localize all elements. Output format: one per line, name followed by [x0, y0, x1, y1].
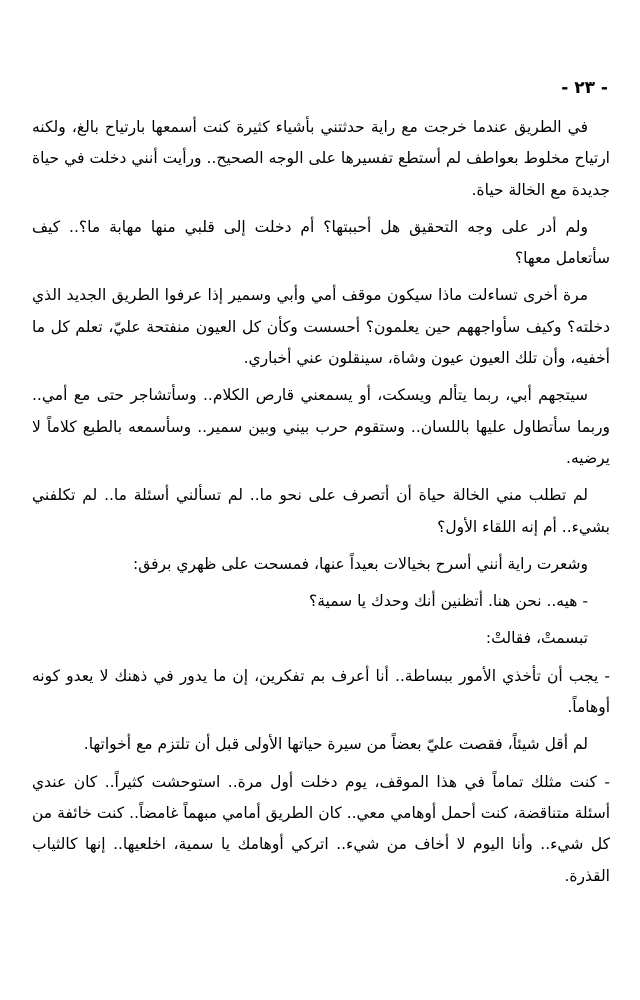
dialog-paragraph: - كنت مثلك تماماً في هذا الموقف، يوم دخلت أول مرة.. استوحشت كثيراً.. كان عندي أسئلة متناقضة، كنت أحمل أوهامي معي.. كان الطريق أمامي مبهماً غامضاً.. كنت خائفة من كل شيء.. وأنا اليوم لا أخاف من شيء.. اتركي أوهامك يا سمية، اخلعيها.. إنها كالثياب القذرة. [32, 772, 610, 885]
paragraph: لم أقل شيئاً، فقصت عليّ بعضاً من سيرة حياتها الأولى قبل أن تلتزم مع أخواتها. [83, 735, 588, 754]
page-body [32, 112, 610, 898]
paragraph: ولم أدر على وجه التحقيق هل أحببتها؟ أم دخلت إلى قلبي منها مهابة ما؟.. كيف سأتعامل معها؟ [32, 217, 610, 268]
paragraph: - هيه.. نحن هنا. أتظنين أنك وحدك يا سمية؟ [309, 592, 588, 611]
page-number: - ٢٣ - [561, 78, 608, 98]
paragraph: تبسمتْ، فقالتْ: [485, 629, 588, 648]
dialog-paragraph: - يجب أن تأخذي الأمور ببساطة.. أنا أعرف بم تفكرين، إن ما يدور في ذهنك لا يعدو كونه أوهاماً. [32, 666, 610, 717]
paragraph: لم تطلب مني الخالة حياة أن أتصرف على نحو ما.. لم تسألني أسئلة ما.. لم تكلفني بشيء.. أم إنه اللقاء الأول؟ [32, 486, 610, 536]
paragraph: وشعرت راية أنني أسرح بخيالات بعيداً عنها، فمسحت على ظهري برفق: [132, 554, 588, 573]
paragraph: في الطريق عندما خرجت مع راية حدثتني بأشياء كثيرة كنت أسمعها بارتياح بالغ، ولكنه ارتياح مخلوط بعواطف لم أستطع تفسيرها على الوجه الصحيح.. ورأيت أنني دخلت في حياة جديدة مع الخالة حياة. [32, 118, 610, 199]
paragraph: مرة أخرى تساءلت ماذا سيكون موقف أمي وأبي وسمير إذا عرفوا الطريق الجديد الذي دخلته؟ وكيف سأواجههم حين يعلمون؟ أحسست وكأن كل العيون منفتحة عليّ، تعلم كل ما أخفيه، وأن تلك العيون عيون وشاة، سينقلون عني أخباري. [32, 286, 610, 368]
paragraph: سيتجهم أبي، ربما يتألم ويسكت، أو يسمعني قارص الكلام.. وسأتشاجر حتى مع أمي.. وربما سأتطاول عليها باللسان.. وستقوم حرب بيني وبين سمير.. وسأسمعه بالطبع كلاماً لا يرضيه. [32, 386, 610, 467]
